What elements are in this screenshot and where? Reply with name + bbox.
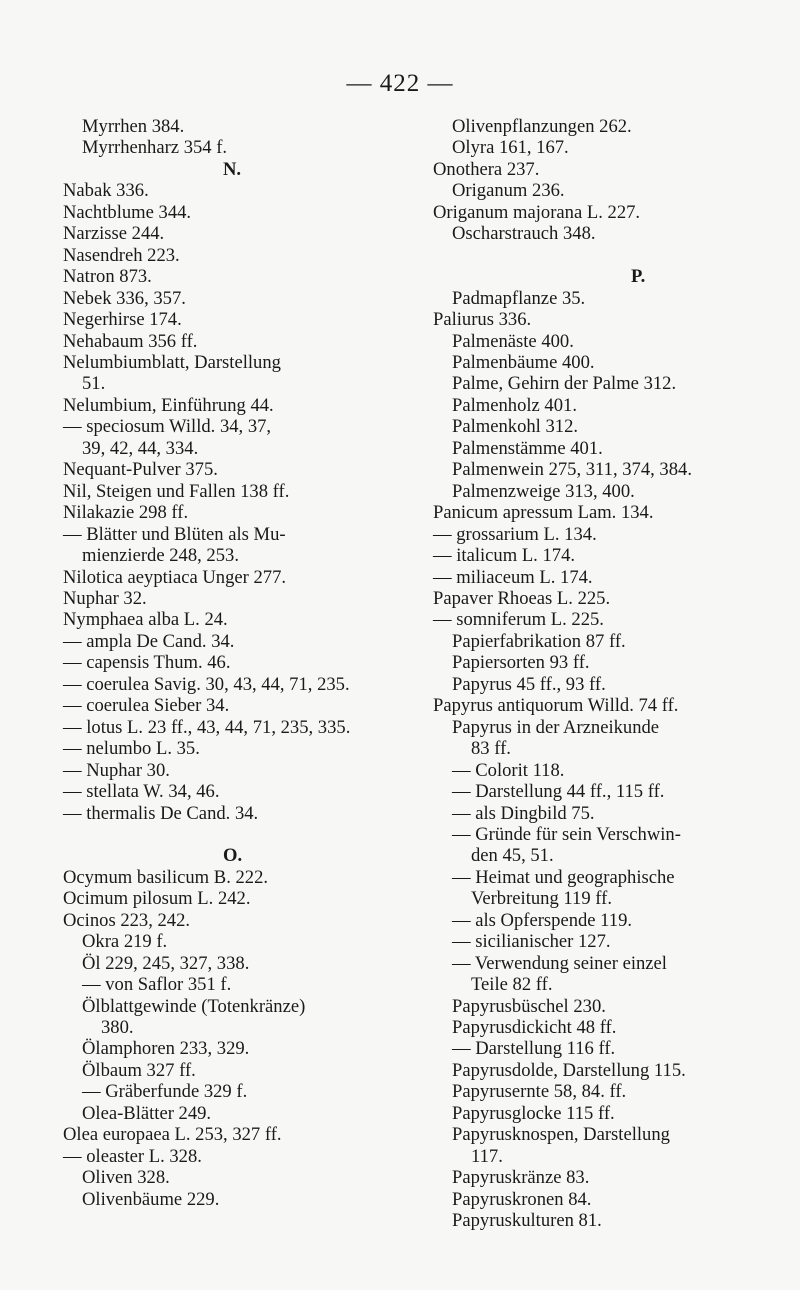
index-entry: 39, 42, 44, 334. [82,437,199,459]
index-entry: Palmenholz 401. [452,394,577,416]
index-entry: Paliurus 336. [433,309,532,331]
index-entry: Narzisse 244. [63,223,165,245]
index-entry: — Nuphar 30. [63,759,170,781]
index-entry: Papyrusknospen, Darstellung [452,1124,670,1146]
index-entry: Olivenbäume 229. [82,1188,220,1210]
index-entry: 117. [471,1145,503,1167]
index-entry: Nasendreh 223. [63,244,180,266]
index-entry: — Heimat und geographische [452,866,675,888]
index-entry: Papyruskränze 83. [452,1167,590,1189]
index-entry: Ölamphoren 233, 329. [82,1038,250,1060]
index-entry: Nilakazie 298 ff. [63,502,189,524]
index-entry: Nequant-Pulver 375. [63,459,218,481]
index-entry: Natron 873. [63,266,152,288]
section-heading: N. [223,158,242,180]
index-entry: Papyrus 45 ff., 93 ff. [452,673,606,695]
index-entry: — capensis Thum. 46. [63,652,231,674]
index-entry: — oleaster L. 328. [63,1145,202,1167]
index-entry: — von Saflor 351 f. [82,974,232,996]
index-entry: — italicum L. 174. [433,545,576,567]
index-entry: — miliaceum L. 174. [433,566,593,588]
index-entry: Palmenbäume 400. [452,351,595,373]
index-entry: Papyrusbüschel 230. [452,995,606,1017]
index-entry: Olea europaea L. 253, 327 ff. [63,1124,282,1146]
index-entry: Papyruskulturen 81. [452,1210,602,1232]
index-entry: — somniferum L. 225. [433,609,604,631]
index-entry: Padmapflanze 35. [452,287,586,309]
index-entry: Ocimum pilosum L. 242. [63,888,251,910]
index-entry: Papyrusernte 58, 84. ff. [452,1081,627,1103]
index-entry: Olivenpflanzungen 262. [452,116,632,137]
index-entry: Nelumbium, Einführung 44. [63,394,274,416]
page-number: — 422 — [346,70,454,97]
index-entry: Papyruskronen 84. [452,1188,592,1210]
index-entry: Okra 219 f. [82,931,168,953]
index-entry: Myrrhenharz 354 f. [82,137,228,159]
index-entry: Ocinos 223, 242. [63,909,191,931]
spacer [63,824,413,845]
index-entry: Verbreitung 119 ff. [471,888,612,910]
index-entry: — grossarium L. 134. [433,523,597,545]
section-heading: O. [223,845,243,867]
index-entry: — coerulea Savig. 30, 43, 44, 71, 235. [63,673,350,695]
index-entry: — Gründe für sein Verschwin- [452,823,681,845]
index-entry: Papyrusdolde, Darstellung 115. [452,1059,686,1081]
index-entry: — nelumbo L. 35. [63,738,200,760]
index-entry: — als Opferspende 119. [452,909,633,931]
index-entry: Papyrus antiquorum Willd. 74 ff. [433,695,679,717]
index-entry: — Verwendung seiner einzel [452,952,667,974]
index-entry: Origanum 236. [452,180,565,202]
spacer [433,245,778,266]
index-entry: Nymphaea alba L. 24. [63,609,228,631]
index-entry: — Blätter und Blüten als Mu- [63,523,286,545]
index-entry: Olyra 161, 167. [452,137,569,159]
index-entry: Papaver Rhoeas L. 225. [433,587,611,609]
index-entry: Nebek 336, 357. [63,287,186,309]
index-entry: Palmenwein 275, 311, 374, 384. [452,459,692,481]
index-entry: Nelumbiumblatt, Darstellung [63,351,281,373]
index-entry: Nabak 336. [63,180,149,202]
index-entry: Myrrhen 384. [82,116,185,137]
index-entry: Nuphar 32. [63,587,147,609]
index-entry: Papyrusglocke 115 ff. [452,1102,615,1124]
index-entry: Ölblattgewinde (Totenkränze) [82,995,306,1017]
index-entry: Oscharstrauch 348. [452,223,596,245]
index-entry: Olea-Blätter 249. [82,1102,212,1124]
section-heading: P. [631,266,646,288]
index-entry: Nehabaum 356 ff. [63,330,198,352]
index-entry: — Darstellung 44 ff., 115 ff. [452,781,665,803]
index-entry: Palmenäste 400. [452,330,574,352]
index-entry: — Darstellung 116 ff. [452,1038,616,1060]
index-entry: Papyrusdickicht 48 ff. [452,1017,617,1039]
index-column-right [433,116,778,1232]
index-entry: Teile 82 ff. [471,974,553,996]
index-entry: Panicum apressum Lam. 134. [433,502,654,524]
index-entry: 83 ff. [471,738,511,760]
index-entry: — ampla De Cand. 34. [63,630,235,652]
index-entry: Ölbaum 327 ff. [82,1059,196,1081]
index-entry: Oliven 328. [82,1167,170,1189]
index-entry: Negerhirse 174. [63,309,182,331]
index-entry: Nilotica aeyptiaca Unger 277. [63,566,287,588]
index-entry: Nachtblume 344. [63,201,192,223]
index-entry: Papiersorten 93 ff. [452,652,590,674]
index-entry: mienzierde 248, 253. [82,545,239,567]
index-entry: — als Dingbild 75. [452,802,595,824]
index-entry: den 45, 51. [471,845,554,867]
index-entry: — Gräberfunde 329 f. [82,1081,248,1103]
index-entry: — coerulea Sieber 34. [63,695,230,717]
index-entry: 380. [101,1017,134,1039]
index-entry: Papyrus in der Arzneikunde [452,716,660,738]
index-entry: — thermalis De Cand. 34. [63,802,259,824]
index-entry: Ocymum basilicum B. 222. [63,866,269,888]
index-column-left [63,116,413,1210]
index-entry: 51. [82,373,106,395]
index-entry: Palmenstämme 401. [452,437,603,459]
index-entry: Palmenkohl 312. [452,416,579,438]
index-entry: Papierfabrikation 87 ff. [452,630,626,652]
index-entry: — sicilianischer 127. [452,931,611,953]
index-entry: Palmenzweige 313, 400. [452,480,635,502]
index-entry: Palme, Gehirn der Palme 312. [452,373,677,395]
index-entry: Origanum majorana L. 227. [433,201,641,223]
index-entry: — Colorit 118. [452,759,565,781]
index-entry: Onothera 237. [433,158,540,180]
index-entry: — lotus L. 23 ff., 43, 44, 71, 235, 335. [63,716,351,738]
index-entry: — stellata W. 34, 46. [63,781,220,803]
index-entry: — speciosum Willd. 34, 37, [63,416,272,438]
index-entry: Nil, Steigen und Fallen 138 ff. [63,480,290,502]
index-entry: Öl 229, 245, 327, 338. [82,952,250,974]
